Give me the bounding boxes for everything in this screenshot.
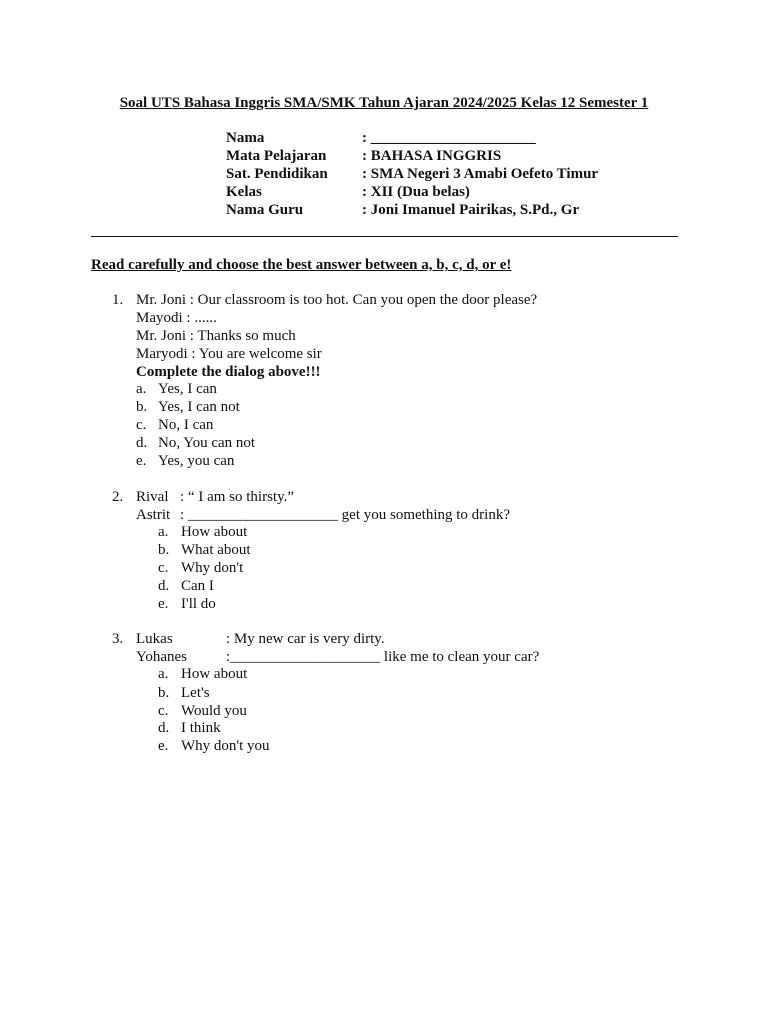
option-letter: d. xyxy=(158,720,170,736)
dialog-speaker: Yohanes xyxy=(136,649,187,665)
option-text[interactable]: Can I xyxy=(181,578,214,594)
option-text[interactable]: Why don't xyxy=(181,560,244,576)
option-text[interactable]: I think xyxy=(181,720,221,736)
option-text[interactable]: How about xyxy=(181,666,248,682)
info-row-name xyxy=(226,129,598,147)
option-text[interactable]: No, You can not xyxy=(158,435,256,451)
info-value: : Joni Imanuel Pairikas, S.Pd., Gr xyxy=(362,202,580,218)
dialog-line: Mr. Joni : Our classroom is too hot. Can you open the door please? xyxy=(136,292,538,308)
option-text[interactable]: Yes, I can not xyxy=(158,399,240,415)
dialog-line: Mr. Joni : Thanks so much xyxy=(136,328,296,344)
dialog-speaker: Astrit xyxy=(136,507,171,523)
option-letter: c. xyxy=(136,417,147,433)
dialog-text: : “ I am so thirsty.” xyxy=(180,489,295,505)
option-text[interactable]: Let's xyxy=(181,685,210,701)
dialog-text: : ____________________ get you something to drink? xyxy=(180,507,510,523)
dialog-line: Maryodi : You are welcome sir xyxy=(136,346,322,362)
option-letter: b. xyxy=(158,542,170,558)
document-title: Soal UTS Bahasa Inggris SMA/SMK Tahun Ajaran 2024/2025 Kelas 12 Semester 1 xyxy=(119,95,649,111)
question-prompt: Complete the dialog above!!! xyxy=(136,364,321,380)
option-letter: c. xyxy=(158,560,169,576)
option-letter: b. xyxy=(136,399,148,415)
option-text[interactable]: No, I can xyxy=(158,417,214,433)
horizontal-divider xyxy=(91,236,678,237)
question-number: 3. xyxy=(112,631,124,647)
option-letter: e. xyxy=(158,738,169,754)
info-value: : BAHASA INGGRIS xyxy=(362,148,502,164)
info-value: : SMA Negeri 3 Amabi Oefeto Timur xyxy=(362,166,599,182)
student-info-block xyxy=(226,129,598,219)
dialog-line: Mayodi : ...... xyxy=(136,310,217,326)
info-label: Nama xyxy=(226,130,265,146)
option-letter: e. xyxy=(158,596,169,612)
info-row-subject xyxy=(226,147,598,165)
option-letter: d. xyxy=(158,578,170,594)
option-letter: d. xyxy=(136,435,148,451)
option-text[interactable]: Yes, I can xyxy=(158,381,217,397)
option-letter: b. xyxy=(158,685,170,701)
option-letter: a. xyxy=(158,666,169,682)
dialog-text: :____________________ like me to clean your car? xyxy=(226,649,540,665)
info-value: : XII (Dua belas) xyxy=(362,184,470,200)
info-row-teacher xyxy=(226,201,598,219)
option-letter: e. xyxy=(136,453,147,469)
info-value: : ______________________ xyxy=(362,130,536,146)
option-text[interactable]: I'll do xyxy=(181,596,216,612)
dialog-speaker: Lukas xyxy=(136,631,173,647)
option-text[interactable]: How about xyxy=(181,524,248,540)
option-letter: a. xyxy=(136,381,147,397)
info-label: Nama Guru xyxy=(226,202,304,218)
info-row-school xyxy=(226,165,598,183)
info-label: Kelas xyxy=(226,184,262,200)
option-text[interactable]: Why don't you xyxy=(181,738,270,754)
option-text[interactable]: What about xyxy=(181,542,251,558)
dialog-text: : My new car is very dirty. xyxy=(226,631,385,647)
option-text[interactable]: Would you xyxy=(181,703,247,719)
question-number: 2. xyxy=(112,489,124,505)
info-label: Sat. Pendidikan xyxy=(226,166,328,182)
option-letter: a. xyxy=(158,524,169,540)
option-letter: c. xyxy=(158,703,169,719)
question-number: 1. xyxy=(112,292,124,308)
instruction-text: Read carefully and choose the best answer between a, b, c, d, or e! xyxy=(91,257,512,273)
dialog-speaker: Rival xyxy=(136,489,169,505)
option-text[interactable]: Yes, you can xyxy=(158,453,235,469)
info-label: Mata Pelajaran xyxy=(226,148,327,164)
info-row-class xyxy=(226,183,598,201)
